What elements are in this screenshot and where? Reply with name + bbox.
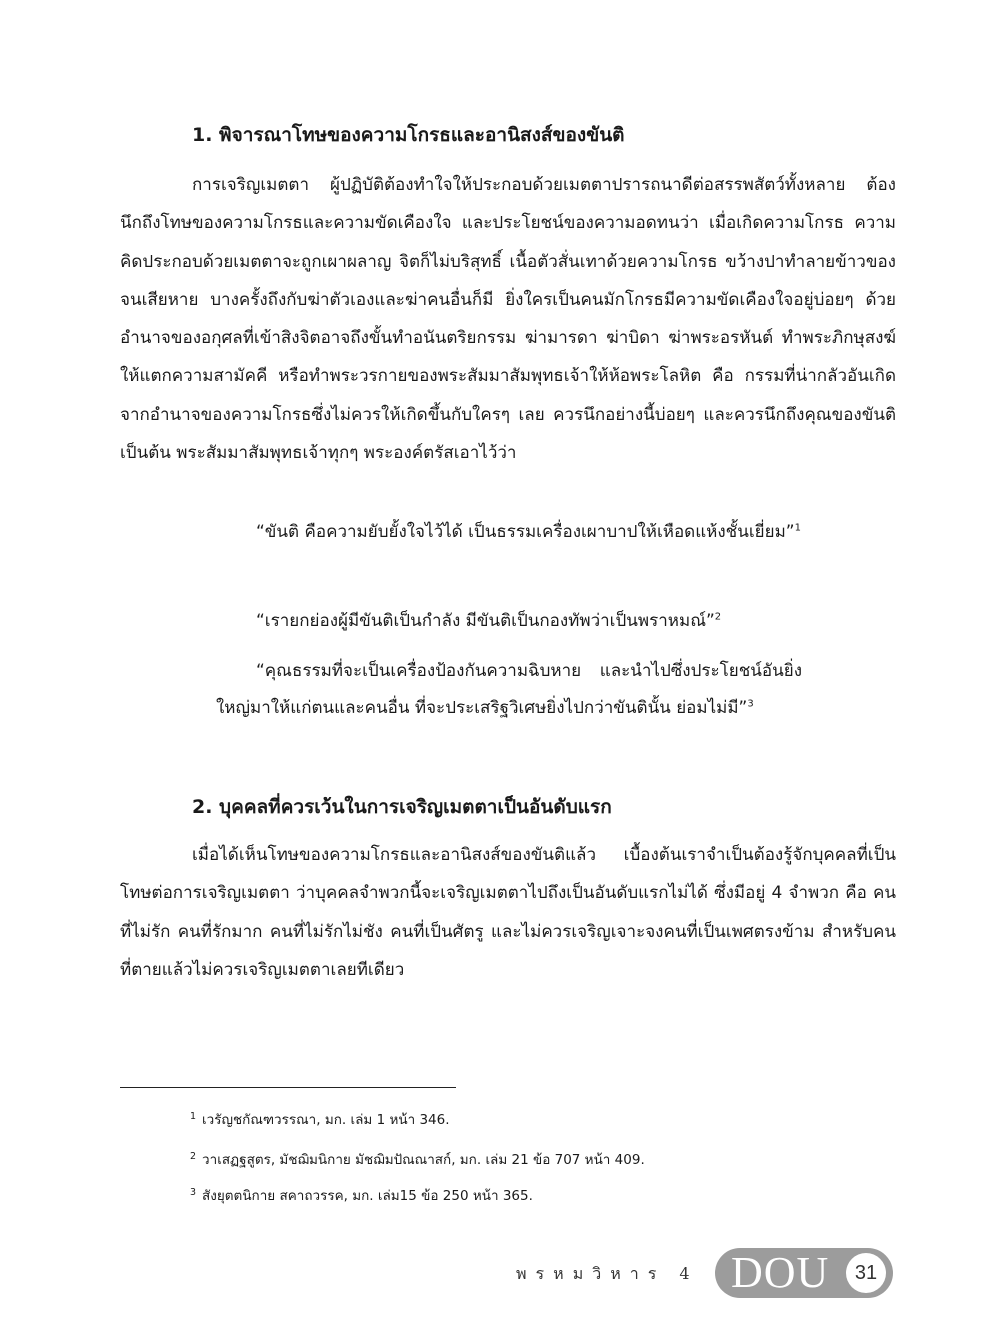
- section-1-paragraph-text: การเจริญเมตตา ผู้ปฏิบัติต้องทำใจให้ประกอบด้วยเมตตาปรารถนาดีต่อสรรพสัตว์ทั้งหลาย ต้องนึกถึงโทษของความโกรธและความขัดเคืองใจ และประโยชน์ของความอดทนว่า เมื่อเกิดความโกรธ ความคิดประกอบด้วยเมตตาจะถูกเผาผลาญ จิตก็ไม่บริสุทธิ์ เนื้อตัวสั่นเทาด้วยความโกรธ ขว้างปาทำลายข้าวของจนเสียหาย บางครั้งถึงกับฆ่าตัวเองและฆ่าคนอื่นก็มี ยิ่งใครเป็นคนมักโกรธมีความขัดเคืองใจอยู่บ่อยๆ ด้วยอำนาจของอกุศลที่เข้าสิงจิตอาจถึงขั้นทำอนันตริยกรรม ฆ่ามารดา ฆ่าบิดา ฆ่าพระอรหันต์ ทำพระภิกษุสงฆ์ให้แตกความสามัคคี หรือทำพระวรกายของพระสัมมาสัมพุทธเจ้าให้ห้อพระโลหิต คือ กรรมที่น่ากลัวอันเกิดจากอำนาจของความโกรธซึ่งไม่ควรให้เกิดขึ้นกับใครๆ เลย ควรนึกอย่างนี้บ่อยๆ และควรนึกถึงคุณของขันติเป็นต้น พระสัมมาสัมพุทธเจ้าทุกๆ พระองค์ตรัสเอาไว้ว่า: [120, 175, 896, 464]
- quote-1-text: “ขันติ คือความยับยั้งใจไว้ได้ เป็นธรรมเครื่องเผาบาปให้เหือดแห้งชั้นเยี่ยม”: [256, 522, 795, 542]
- section-1-heading: 1. พิจารณาโทษของความโกรธและอานิสงส์ของขันติ: [192, 124, 625, 146]
- quote-3: [216, 653, 802, 727]
- footnote-3-text: สังยุตตนิกาย สคาถวรรค, มก. เล่ม15 ข้อ 250 หน้า 365.: [202, 1188, 533, 1204]
- footnote-2: [190, 1150, 645, 1170]
- page-badge: [715, 1248, 893, 1298]
- footnote-ref-1: 1: [794, 522, 801, 534]
- footnote-2-mark: 2: [190, 1150, 197, 1162]
- footnote-1-text: เวรัญชกัณฑวรรณา, มก. เล่ม 1 หน้า 346.: [202, 1112, 450, 1128]
- section-2-paragraph: [120, 836, 896, 989]
- footnote-1: [190, 1110, 450, 1130]
- section-1-paragraph: [120, 166, 896, 472]
- footnote-3-mark: 3: [190, 1186, 197, 1198]
- footnote-3: [190, 1186, 533, 1206]
- dou-logo: DOU: [731, 1248, 830, 1297]
- quote-1: [216, 514, 802, 551]
- book-title: พรหมวิหาร 4: [516, 1264, 699, 1283]
- footnote-ref-2: 2: [714, 611, 722, 623]
- footnote-1-mark: 1: [190, 1110, 197, 1122]
- footnote-2-text: วาเสฏฐสูตร, มัชฌิมนิกาย มัชฌิมปัณณาสก์, มก. เล่ม 21 ข้อ 707 หน้า 409.: [202, 1152, 645, 1168]
- section-2-paragraph-text: เมื่อได้เห็นโทษของความโกรธและอานิสงส์ของขันติแล้ว เบื้องต้นเราจำเป็นต้องรู้จักบุคคลที่เป็นโทษต่อการเจริญเมตตา ว่าบุคคลจำพวกนี้จะเจริญเมตตาไปถึงเป็นอันดับแรกไม่ได้ ซึ่งมีอยู่ 4 จำพวก คือ คนที่ไม่รัก คนที่รักมาก คนที่ไม่รักไม่ชัง คนที่เป็นศัตรู และไม่ควรเจริญเจาะจงคนที่เป็นเพศตรงข้าม สำหรับคนที่ตายแล้วไม่ควรเจริญเมตตาเลยทีเดียว: [120, 845, 896, 980]
- footnote-divider: [120, 1087, 456, 1088]
- section-2-heading: 2. บุคคลที่ควรเว้นในการเจริญเมตตาเป็นอันดับแรก: [192, 796, 612, 818]
- quote-2: [216, 603, 802, 640]
- footnote-ref-3: 3: [747, 698, 754, 710]
- quote-3-text: “คุณธรรมที่จะเป็นเครื่องป้องกันความฉิบหาย และนำไปซึ่งประโยชน์อันยิ่งใหญ่มาให้แก่ตนและคนอื่น ที่จะประเสริฐวิเศษยิ่งไปกว่าขันตินั้น ย่อมไม่มี”: [216, 661, 802, 718]
- page-number: 31: [846, 1253, 886, 1293]
- quote-2-text: “เรายกย่องผู้มีขันติเป็นกำลัง มีขันติเป็นกองทัพว่าเป็นพราหมณ์”: [256, 611, 715, 631]
